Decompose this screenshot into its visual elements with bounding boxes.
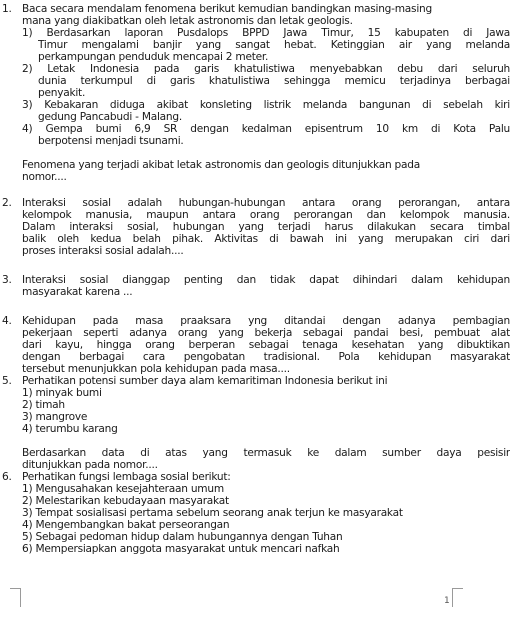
q1-item-2-line-1: 2) Letak Indonesia pada garis khatulistiwa menyebabkan debu dari seluruh	[22, 64, 510, 75]
crop-mark-right	[452, 588, 463, 607]
q2-line-3: Dalam interaksi sosial, hubungan yang terjadi harus dilakukan secara timbal	[22, 222, 510, 233]
q1-item-1-line-3: perkampungan penduduk mencapai 2 meter.	[38, 51, 269, 63]
q2-number: 2.	[2, 197, 12, 209]
q2-line-2: kelompok manusia, maupun antara orang perorangan dan kelompok manusia.	[22, 210, 510, 221]
q1-item-4-line-2: berpotensi menjadi tsunami.	[38, 135, 184, 147]
q6-line-1: Perhatikan fungsi lembaga sosial berikut:	[22, 471, 231, 483]
q4-line-5: tersebut menunjukkan pola kehidupan pada masa....	[22, 363, 290, 375]
q6-number: 6.	[2, 471, 12, 483]
crop-mark-left	[10, 588, 21, 607]
q1-line-1: Baca secara mendalam fenomena berikut kemudian bandingkan masing-masing	[22, 3, 432, 15]
q6-option-2: 2) Melestarikan kebudayaan masyarakat	[22, 495, 229, 507]
q4-line-3: dari kayu, hingga orang berperan sebagai tenaga kesehatan yang dibuktikan	[22, 340, 510, 351]
q1-item-3-line-1: 3) Kebakaran diduga akibat konsleting listrik melanda bangunan di sebelah kiri	[22, 100, 510, 111]
q5-number: 5.	[2, 375, 12, 387]
q5-option-4: 4) terumbu karang	[22, 423, 118, 435]
q5-option-1: 1) minyak bumi	[22, 387, 102, 399]
page-number: 1	[444, 596, 450, 606]
q1-stem-line-1: Fenomena yang terjadi akibat letak astronomis dan geologis ditunjukkan pada	[22, 159, 420, 171]
q1-line-2: mana yang diakibatkan oleh letak astronomis dan letak geologis.	[22, 15, 353, 27]
q6-option-1: 1) Mengusahakan kesejahteraan umum	[22, 483, 224, 495]
q6-option-6: 6) Mempersiapkan anggota masyarakat untuk mencari nafkah	[22, 543, 340, 555]
q2-line-4: balik oleh kedua belah pihak. Aktivitas di bawah ini yang merupakan ciri dari	[22, 234, 510, 245]
q1-number: 1.	[2, 3, 12, 15]
q1-item-4-line-1: 4) Gempa bumi 6,9 SR dengan kedalman episentrum 10 km di Kota Palu	[22, 124, 510, 135]
q4-line-4: dengan berbagai cara pengobatan tradisional. Pola kehidupan masyarakat	[22, 352, 510, 363]
q6-option-5: 5) Sebagai pedoman hidup dalam hubungannya dengan Tuhan	[22, 531, 343, 543]
q1-item-2-line-2: dunia terkumpul di garis khatulistiwa sehingga memicu terjadinya berbagai	[38, 76, 510, 87]
q4-line-2: pekerjaan seperti adanya orang yang bekerja sebagai pandai besi, pembuat alat	[22, 328, 510, 339]
q1-stem-line-2: nomor....	[22, 171, 67, 183]
q5-stem-line-1: Berdasarkan data di atas yang termasuk ke dalam sumber daya pesisir	[22, 448, 510, 459]
q1-item-2-line-3: penyakit.	[38, 87, 86, 99]
q5-line-1: Perhatikan potensi sumber daya alam kemaritiman Indonesia berikut ini	[22, 375, 388, 387]
q6-option-3: 3) Tempat sosialisasi pertama sebelum seorang anak terjun ke masyarakat	[22, 507, 403, 519]
q3-number: 3.	[2, 274, 12, 286]
q6-option-4: 4) Mengembangkan bakat perseorangan	[22, 519, 230, 531]
q4-number: 4.	[2, 315, 12, 327]
q4-line-1: Kehidupan pada masa praaksara yng ditandai dengan adanya pembagian	[22, 316, 510, 327]
q5-option-2: 2) timah	[22, 399, 65, 411]
q3-line-1: Interaksi sosial dianggap penting dan tidak dapat dihindari dalam kehidupan	[22, 275, 510, 286]
q5-stem-line-2: ditunjukkan pada nomor....	[22, 459, 158, 471]
q5-option-3: 3) mangrove	[22, 411, 88, 423]
q1-item-3-line-2: gedung Pancabudi - Malang.	[38, 111, 182, 123]
q3-line-2: masyarakat karena ...	[22, 286, 133, 298]
q2-line-5: proses interaksi sosial adalah....	[22, 245, 184, 257]
q2-line-1: Interaksi sosial adalah hubungan-hubungan antara orang perorangan, antara	[22, 198, 510, 209]
q1-item-1-line-1: 1) Berdasarkan laporan Pusdalops BPPD Jawa Timur, 15 kabupaten di Jawa	[22, 28, 510, 39]
q1-item-1-line-2: Timur mengalami banjir yang sangat hebat. Ketinggian air yang melanda	[38, 40, 510, 51]
